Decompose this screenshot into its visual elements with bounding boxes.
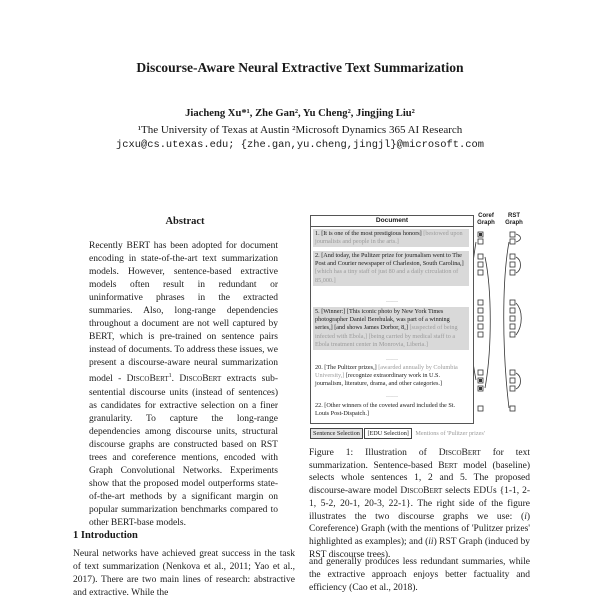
legend-mentions: Mentions of 'Pulitzer prizes' — [415, 430, 485, 437]
abstract-text-2: . — [171, 374, 180, 385]
intro-body: Neural networks have achieved great success in the task of text summarization (Nenkova et al., 2011; Yao et al., 2017). There are two main lines of research: abstractive and extractive. While the — [73, 549, 295, 599]
abstract-text-3: extracts sub-sentential discourse units (instead of sentences) as candidates for extractive selection on a finer granularity. To capture the long-range dependencies among discourse units, structural discourse graphs are constructed based on RST trees and coreference mentions, encoded with Graph Convolutional Networks. Experiments show that the proposed model outperforms state-of-the-art methods by a significant margin on popular summarization benchmarks compared to other BERT-base models. — [89, 374, 278, 529]
rst-node — [510, 386, 515, 391]
sentence-text: 20. [The Pulitzer prizes,] — [315, 364, 377, 371]
rst-arc — [516, 373, 521, 389]
coref-node — [478, 370, 483, 375]
footnote-mark: 1 — [168, 373, 172, 380]
sentence-faint: [which has a tiny staff of just 80 and a daily circulation of 85,000.] — [315, 268, 459, 284]
rst-node — [510, 232, 515, 237]
sentence-5 — [313, 307, 469, 350]
sentence-text: 22. [Other winners of the coveted award included the St. Louis Post-Dispatch.] — [315, 402, 456, 418]
sentence-text-b: [recognize extraordinary work in U.S. journalism, literature, drama, and other categories.] — [315, 372, 442, 388]
author-emails: jcxu@cs.utexas.edu; {zhe.gan,yu.cheng,jingjl}@microsoft.com — [116, 139, 484, 151]
model-name-2: DiscoBert — [179, 374, 222, 385]
coref-node-fill — [479, 233, 482, 236]
rst-node — [510, 332, 515, 337]
caption-italic: ii — [428, 536, 434, 547]
caption-model: DiscoBert — [400, 486, 443, 497]
coref-graph-label: Coref Graph — [477, 213, 495, 226]
rst-node — [510, 378, 515, 383]
caption-italic: i — [524, 511, 527, 522]
caption-text: selects EDUs {1-1, 2-1, 5-2, 20-1, 20-3, 22-1}. The right side of the figure illustrates the two discourse graphs we use: ( — [309, 486, 530, 522]
figure-caption — [309, 447, 530, 561]
model-name: DiscoBert — [126, 374, 169, 385]
sentence-2 — [313, 251, 469, 286]
coref-arc — [474, 242, 476, 380]
rst-arc — [504, 242, 509, 408]
legend-sentence-selection: Sentence Selection — [310, 428, 363, 439]
rst-node — [510, 370, 515, 375]
rst-arc — [516, 234, 521, 242]
coref-node — [478, 254, 483, 259]
caption-label: Figure 1: Illustration of — [309, 448, 439, 458]
sentence-20 — [313, 363, 469, 390]
caption-text: for text summarization. Sentence-based — [309, 448, 530, 471]
caption-model: DiscoBert — [438, 448, 481, 458]
coref-node — [478, 300, 483, 305]
sentence-22 — [313, 401, 469, 419]
rst-node — [510, 308, 515, 313]
caption-text: model (baseline) selects whole sentences 1, 2 and 5. The proposed discourse-aware model — [309, 460, 531, 497]
sentence-1 — [313, 229, 469, 247]
affiliations: ¹The University of Texas at Austin ²Microsoft Dynamics 365 AI Research — [137, 124, 463, 136]
rst-node — [510, 324, 515, 329]
coref-node-fill — [479, 387, 482, 390]
sentence-text: 1. [It is one of the most prestigious honors] — [315, 230, 422, 237]
coref-node — [478, 332, 483, 337]
legend-edu-selection: [EDU Selection] — [364, 428, 411, 439]
coref-node — [478, 308, 483, 313]
rst-node — [510, 406, 515, 411]
figure-1 — [308, 212, 530, 442]
rst-node — [510, 316, 515, 321]
document-header: Document — [311, 216, 473, 227]
sentence-text: 2. [And today, the Pulitzer prize for journalism went to The Post and Courier newspaper of Charleston, South Carolina,] — [315, 252, 464, 268]
figure-legend — [310, 428, 530, 440]
sentence-text: 5. [Winner:] [This iconic photo by New York Times photographer Daniel Berehulak, was part of a winning series,] [and shows James Dorbor, 8,] — [315, 308, 450, 332]
abstract-text-1: Recently BERT has been adopted for document encoding in state-of-the-art text summarization models. However, sentence-based extractive models often result in redundant or uninformative phrases in the extracted summaries. Also, long-range dependencies throughout a document are not well captured by BERT, which is pre-trained on sentence pairs instead of documents. To address these issues, we present a discourse-aware neural summarization model - — [89, 241, 278, 385]
abstract-body — [89, 240, 278, 530]
caption-bert: Bert — [438, 460, 458, 471]
section-heading: 1 Introduction — [73, 530, 138, 541]
discourse-graphs — [474, 230, 530, 425]
coref-node — [478, 406, 483, 411]
document-box — [310, 215, 474, 424]
abstract-heading: Abstract — [165, 216, 205, 227]
coref-node — [478, 239, 483, 244]
right-column-body: and generally produces less redundant summaries, while the extractive approach enjoys better factuality and efficiency (Cao et al., 2018). — [309, 557, 530, 594]
rst-node — [510, 300, 515, 305]
caption-text: ) RST Graph (induced by RST discourse trees). — [309, 536, 530, 560]
ellipsis: …… — [386, 298, 398, 304]
author-list: Jiacheng Xu*¹, Zhe Gan², Yu Cheng², Jingjing Liu² — [185, 108, 415, 119]
ellipsis: …… — [386, 356, 398, 362]
coref-arc — [485, 257, 490, 388]
coref-node — [478, 316, 483, 321]
rst-node — [510, 254, 515, 259]
paper-title: Discourse-Aware Neural Extractive Text Summarization — [136, 60, 464, 75]
sentence-faint: [bestowed upon journalists and people in the arts.] — [315, 230, 463, 246]
rst-arc — [516, 257, 521, 273]
coref-node — [478, 324, 483, 329]
sentence-faint: [awarded annually by Columbia University,] — [315, 364, 458, 380]
coref-node — [478, 262, 483, 267]
caption-text: ) Coreference) Graph (with the mentions of 'Pulitzer prizes' highlighted as examples); and ( — [309, 511, 530, 547]
rst-graph-label: RST Graph — [505, 213, 523, 226]
rst-arc — [516, 303, 521, 335]
rst-node — [510, 262, 515, 267]
rst-node — [510, 270, 515, 275]
rst-node — [510, 239, 515, 244]
ellipsis: …… — [386, 393, 398, 399]
coref-node-fill — [479, 379, 482, 382]
sentence-faint: [suspected of being infected with Ebola,] [being carried by medical staff to a Ebola treatment center in Monrovia, Liberia.] — [315, 324, 458, 348]
coref-node — [478, 270, 483, 275]
